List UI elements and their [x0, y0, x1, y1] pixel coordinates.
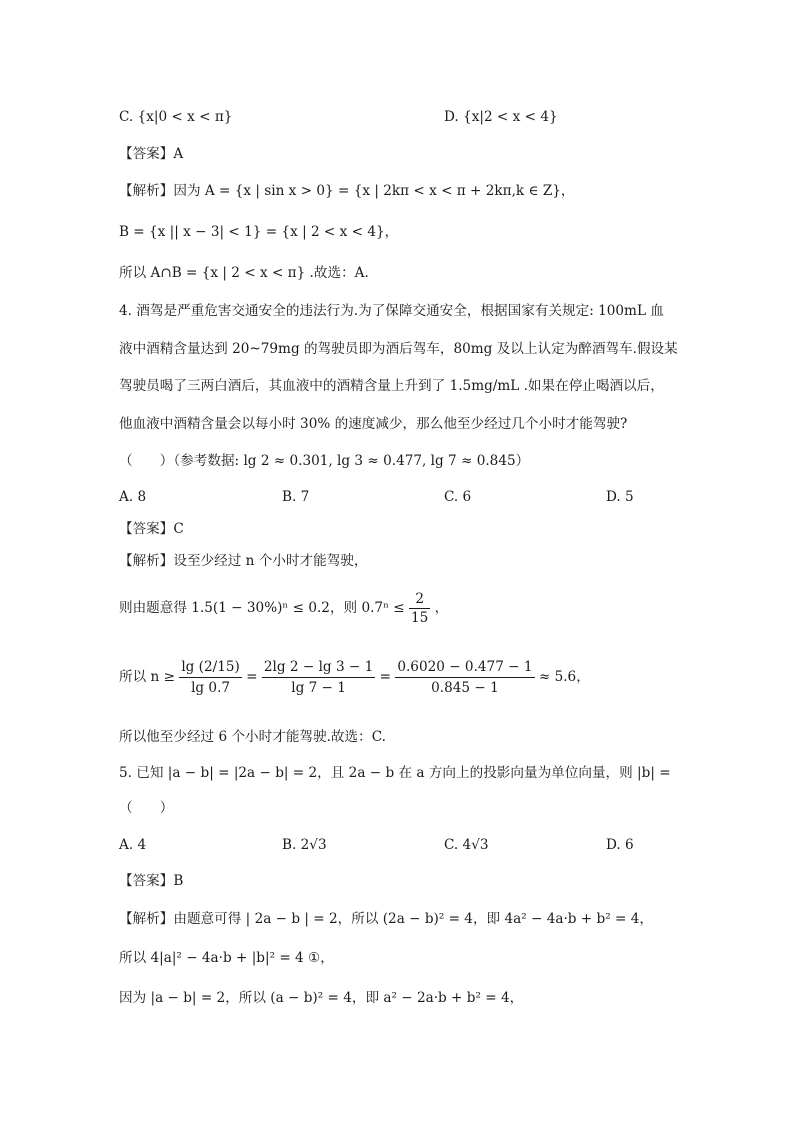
fraction: [395, 657, 534, 698]
option-d: D. 5: [606, 489, 634, 505]
fraction-denominator: lg 0.7: [191, 680, 231, 696]
analysis-line-formula: [119, 654, 590, 700]
option-b: B. 7: [282, 489, 310, 505]
fraction-numerator: lg (2/15): [179, 657, 242, 678]
analysis-line: 所以 A∩B = {x | 2 < x < π} .故选：A.: [119, 265, 369, 281]
formula-text: ≈ 5.6，: [538, 669, 590, 685]
option-c: C. {x|0 < x < π}: [119, 109, 233, 125]
fraction-numerator: 2: [409, 590, 430, 609]
fraction: [262, 657, 375, 698]
analysis-line: 所以 4|a|² − 4a·b + |b|² = 4 ①，: [119, 950, 334, 966]
fraction-numerator: 2lg 2 − lg 3 − 1: [262, 657, 375, 678]
question-5-line-2: （ ）: [119, 800, 174, 816]
formula-text: 所以 n ≥: [119, 669, 175, 685]
option-d: D. 6: [606, 837, 634, 853]
fraction: [179, 657, 242, 698]
option-b: B. 2√3: [282, 837, 327, 853]
fraction-numerator: 0.6020 − 0.477 − 1: [395, 657, 534, 678]
option-a: A. 8: [119, 489, 147, 505]
answer-line: 【答案】B: [119, 873, 184, 889]
fraction-denominator: 15: [411, 610, 429, 626]
question-4-line-2: 液中酒精含量达到 20~79mg 的驾驶员即为酒后驾车，80mg 及以上认定为醉酒驾车.假设某: [119, 341, 678, 357]
analysis-line: 所以他至少经过 6 个小时才能驾驶.故选：C.: [119, 729, 386, 745]
fraction-denominator: 0.845 − 1: [431, 680, 499, 696]
question-4-line-1: 4. 酒驾是严重危害交通安全的违法行为.为了保障交通安全，根据国家有关规定: 100mL 血: [119, 303, 664, 319]
formula-text: ，: [434, 600, 449, 616]
question-4-line-4: 他血液中酒精含量会以每小时 30% 的速度减少，那么他至少经过几个小时才能驾驶?: [119, 416, 628, 432]
analysis-line: 【解析】因为 A = {x | sin x > 0} = {x | 2kπ < x < π + 2kπ,k ∈ Z}，: [119, 183, 575, 199]
option-c: C. 6: [444, 489, 472, 505]
question-5-line-1: 5. 已知 |a − b| = |2a − b| = 2，且 2a − b 在 a 方向上的投影向量为单位向量，则 |b| =: [119, 765, 671, 781]
formula-text: =: [379, 669, 391, 685]
analysis-line: 因为 |a − b| = 2，所以 (a − b)² = 4，即 a² − 2a·b + b² = 4，: [119, 990, 524, 1006]
option-d: D. {x|2 < x < 4}: [444, 109, 558, 125]
fraction: [409, 590, 430, 627]
analysis-line-fraction: [119, 588, 448, 628]
answer-line: 【答案】C: [119, 521, 184, 537]
analysis-line: 【解析】由题意可得 | 2a − b | = 2，所以 (2a − b)² = 4，即 4a² − 4a·b + b² = 4，: [119, 911, 653, 927]
analysis-line: 【解析】设至少经过 n 个小时才能驾驶，: [119, 553, 368, 569]
option-c: C. 4√3: [444, 837, 489, 853]
formula-text: 则由题意得 1.5(1 − 30%)ⁿ ≤ 0.2，则 0.7ⁿ ≤: [119, 600, 405, 616]
question-4-line-3: 驾驶员喝了三两白酒后，其血液中的酒精含量上升到了 1.5mg/mL .如果在停止喝酒以后，: [119, 378, 664, 394]
fraction-denominator: lg 7 − 1: [291, 680, 346, 696]
option-a: A. 4: [119, 837, 147, 853]
question-4-line-5: （ ）（参考数据: lg 2 ≈ 0.301, lg 3 ≈ 0.477, lg 7 ≈ 0.845）: [119, 453, 530, 469]
analysis-line: B = {x || x − 3| < 1} = {x | 2 < x < 4}，: [119, 224, 399, 240]
answer-line: 【答案】A: [119, 146, 184, 162]
formula-text: =: [246, 669, 258, 685]
